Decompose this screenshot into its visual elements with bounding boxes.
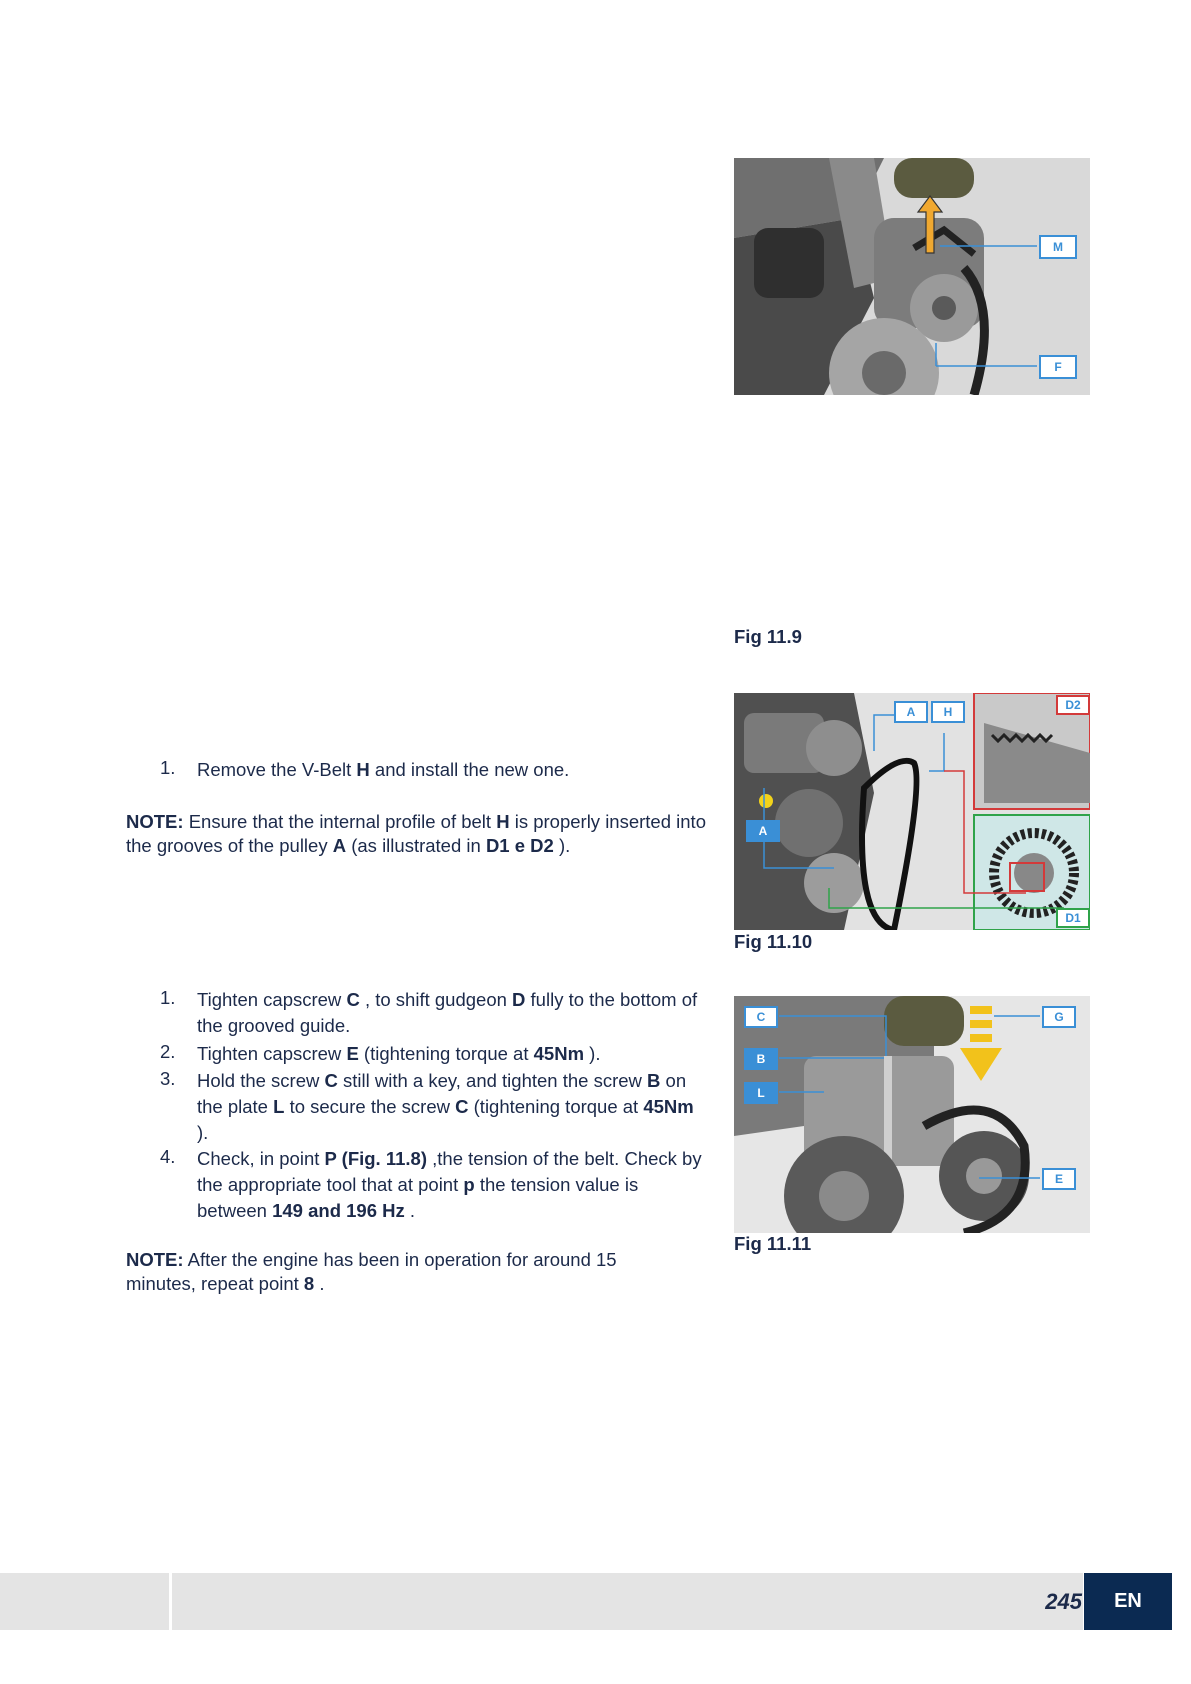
text-run: Tighten capscrew xyxy=(197,989,347,1010)
bold-run: C xyxy=(324,1070,338,1091)
bold-run: C xyxy=(346,989,360,1010)
callout-label: A xyxy=(746,820,780,842)
text-run: . xyxy=(314,1273,325,1294)
step-text xyxy=(197,1041,707,1067)
callout-label: D2 xyxy=(1056,695,1090,715)
text-run: Ensure that the internal profile of belt xyxy=(183,811,497,832)
callout-label: C xyxy=(744,1006,778,1028)
note-paragraph xyxy=(126,810,716,858)
step-text xyxy=(197,757,707,783)
bold-run: A xyxy=(332,835,347,856)
bold-run: H xyxy=(356,759,370,780)
bold-run: C xyxy=(455,1096,469,1117)
note-label: NOTE: xyxy=(126,1249,184,1270)
text-run: ). xyxy=(553,835,571,856)
engine-illustration-fig-11-10 xyxy=(734,693,1090,930)
step-text xyxy=(197,987,707,1039)
bold-run: 8 xyxy=(303,1273,315,1294)
text-run: ). xyxy=(584,1043,601,1064)
step-number: 3. xyxy=(160,1068,176,1089)
step-text xyxy=(197,1146,707,1224)
text-run: still with a key, and tighten the screw xyxy=(337,1070,648,1091)
text-run: After the engine has been in operation for around 15 minutes, repeat point xyxy=(126,1249,617,1294)
footer-left-block xyxy=(0,1573,169,1630)
footer-bar xyxy=(172,1573,1083,1630)
bold-run: D1 e D2 xyxy=(485,835,554,856)
text-run: Check, in point xyxy=(197,1148,325,1169)
callout-label: F xyxy=(1039,355,1077,379)
bold-run: L xyxy=(273,1096,285,1117)
callout-label: L xyxy=(744,1082,778,1104)
text-run: Hold the screw xyxy=(197,1070,325,1091)
text-run: (tightening torque at xyxy=(468,1096,644,1117)
callout-label: E xyxy=(1042,1168,1076,1190)
callout-label: H xyxy=(931,701,965,723)
figure-caption: Fig 11.10 xyxy=(734,931,813,952)
bold-run: B xyxy=(647,1070,661,1091)
bold-run: p xyxy=(463,1174,475,1195)
step-number: 4. xyxy=(160,1146,176,1167)
text-run: Tighten capscrew xyxy=(197,1043,347,1064)
text-run: fully to the bottom of the grooved guide. xyxy=(197,989,698,1036)
callout-label: B xyxy=(744,1048,778,1070)
bold-run: 45Nm xyxy=(533,1043,585,1064)
text-run: and install the new one. xyxy=(369,759,570,780)
text-run: (tightening torque at xyxy=(358,1043,534,1064)
bold-run: E xyxy=(346,1043,359,1064)
text-run: is properly inserted into the grooves of the pulley xyxy=(126,811,706,856)
bold-run: 45Nm xyxy=(643,1096,694,1117)
note-paragraph xyxy=(126,1248,686,1296)
figure-caption: Fig 11.9 xyxy=(734,626,802,647)
text-run: (as illustrated in xyxy=(346,835,486,856)
figure-caption: Fig 11.11 xyxy=(734,1233,812,1254)
bold-run: H xyxy=(496,811,510,832)
callout-label: M xyxy=(1039,235,1077,259)
engine-illustration-fig-11-11 xyxy=(734,996,1090,1233)
bold-run: P (Fig. 11.8) xyxy=(324,1148,427,1169)
step-number: 1. xyxy=(160,987,176,1008)
text-run: on the plate xyxy=(197,1070,687,1117)
bold-run: D xyxy=(512,989,526,1010)
figure-11-11-image xyxy=(734,996,1090,1233)
text-run: Remove the V-Belt xyxy=(197,759,357,780)
figure-11-9-image xyxy=(734,158,1090,395)
note-label: NOTE: xyxy=(126,811,184,832)
bold-run: 149 and 196 Hz xyxy=(272,1200,405,1221)
callout-label: G xyxy=(1042,1006,1076,1028)
text-run: . xyxy=(404,1200,416,1221)
language-badge: EN xyxy=(1084,1573,1172,1630)
engine-illustration-fig-11-9 xyxy=(734,158,1090,395)
text-run: to secure the screw xyxy=(284,1096,456,1117)
figure-11-10-image xyxy=(734,693,1090,930)
step-number: 1. xyxy=(160,757,176,778)
text-run: ). xyxy=(197,1122,209,1143)
text-run: ,the tension of the belt. Check by the appropriate tool that at point xyxy=(197,1148,702,1195)
text-run: the tension value is between xyxy=(197,1174,639,1221)
callout-label: D1 xyxy=(1056,908,1090,928)
page-number: 245 xyxy=(1045,1589,1082,1614)
text-run: , to shift gudgeon xyxy=(359,989,513,1010)
step-text xyxy=(197,1068,707,1146)
callout-label: A xyxy=(894,701,928,723)
step-number: 2. xyxy=(160,1041,176,1062)
